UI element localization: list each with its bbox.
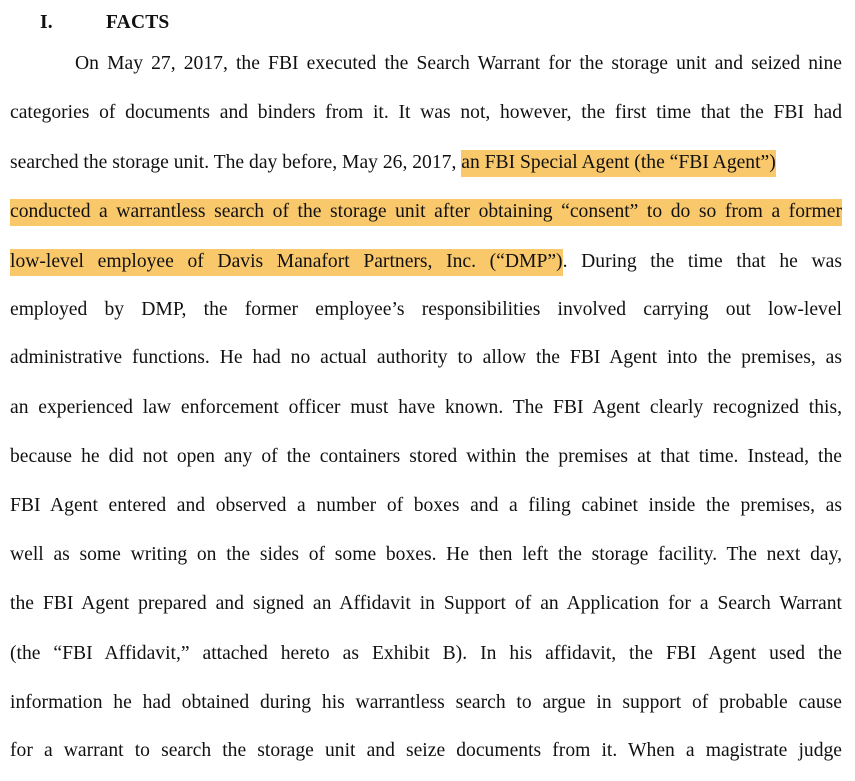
highlighted-text: an FBI Special Agent (the “FBI Agent”) — [461, 150, 776, 177]
paragraph-line-4 — [10, 192, 842, 232]
paragraph-line-1: On May 27, 2017, the FBI executed the Search Warrant for the storage unit and seized nine — [75, 53, 842, 74]
section-title: FACTS — [106, 12, 170, 33]
paragraph-line-3 — [10, 143, 842, 183]
section-heading — [40, 8, 169, 38]
paragraph-line-14: information he had obtained during his warrantless search to argue in support of probable cause — [10, 692, 842, 713]
paragraph-line-12: the FBI Agent prepared and signed an Affidavit in Support of an Application for a Search Warrant — [10, 593, 842, 614]
paragraph-line-10: FBI Agent entered and observed a number of boxes and a filing cabinet inside the premises, as — [10, 495, 842, 516]
section-number: I. — [40, 12, 53, 33]
line-3-text: searched the storage unit. The day before, May 26, 2017, — [10, 152, 457, 173]
paragraph-line-5 — [10, 242, 842, 282]
paragraph-line-7: administrative functions. He had no actual authority to allow the FBI Agent into the premises, as — [10, 347, 842, 368]
paragraph-line-2: categories of documents and binders from it. It was not, however, the first time that the FBI had — [10, 102, 842, 123]
paragraph-line-15: for a warrant to search the storage unit and seize documents from it. When a magistrate judge — [10, 740, 842, 761]
paragraph-line-6: employed by DMP, the former employee’s responsibilities involved carrying out low-level — [10, 299, 842, 320]
highlighted-text: low-level employee of Davis Manafort Partners, Inc. (“DMP”) — [10, 249, 563, 276]
paragraph-line-13: (the “FBI Affidavit,” attached hereto as Exhibit B). In his affidavit, the FBI Agent used the — [10, 643, 842, 664]
highlighted-text: conducted a warrantless search of the storage unit after obtaining “consent” to do so from a former — [10, 199, 842, 226]
paragraph-line-8: an experienced law enforcement officer must have known. The FBI Agent clearly recognized this, — [10, 397, 842, 418]
paragraph-line-9: because he did not open any of the containers stored within the premises at that time. Instead, the — [10, 446, 842, 467]
line-5-text: . During the time that he was — [562, 251, 842, 272]
paragraph-line-11: well as some writing on the sides of some boxes. He then left the storage facility. The next day, — [10, 544, 842, 565]
